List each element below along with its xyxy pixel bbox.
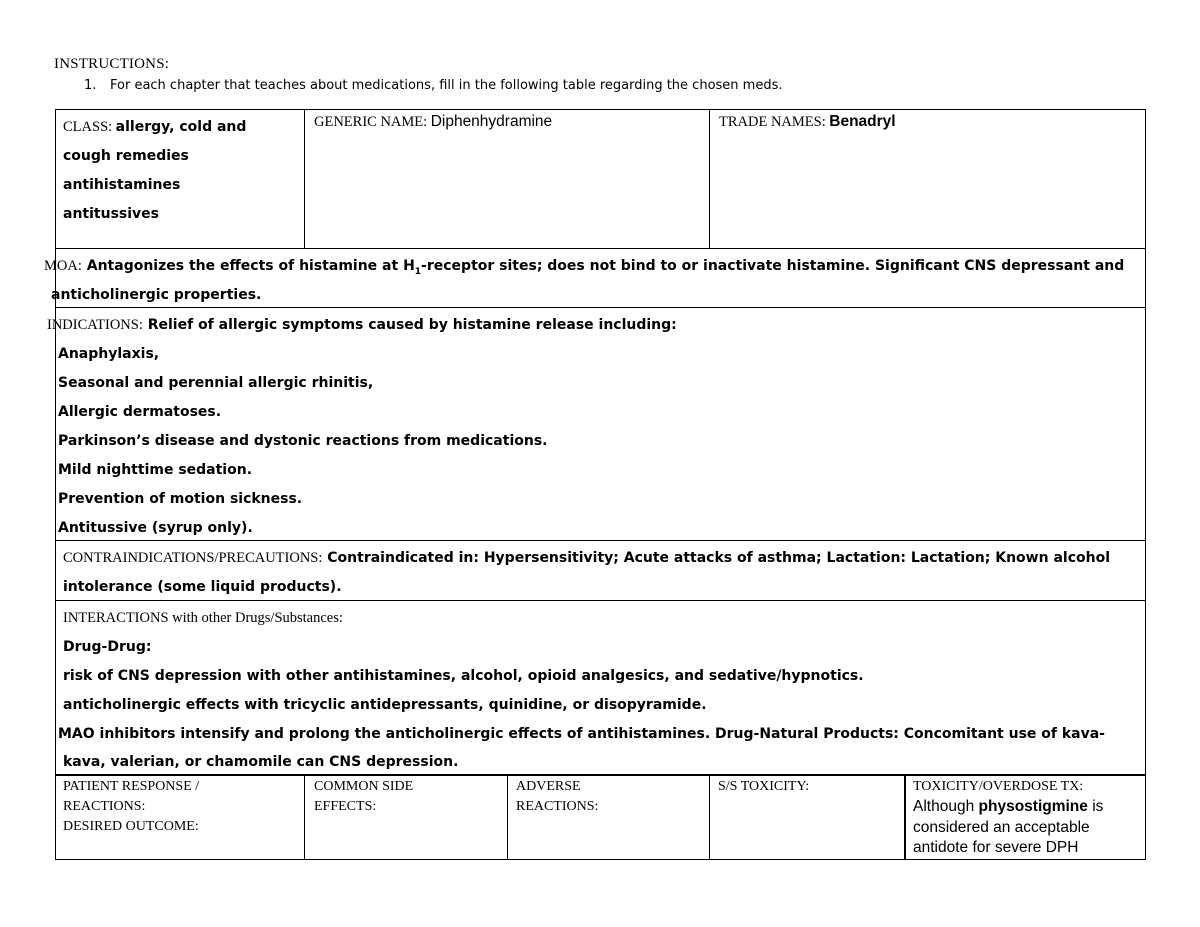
adverse-reactions-cell: [516, 777, 598, 817]
toxicity-overdose-tx-text: [913, 797, 1103, 859]
class-line-1: allergy, cold and: [115, 119, 247, 135]
patient-response-line: REACTIONS:: [63, 799, 146, 814]
ss-toxicity-cell: [718, 777, 809, 797]
contraindications-line-1: [63, 550, 1110, 567]
indication-item: Allergic dermatoses.: [58, 404, 222, 420]
lactation-text: Lactation; Known alcohol: [910, 550, 1111, 566]
generic-name-label: GENERIC NAME:: [314, 114, 428, 130]
patient-response-line: PATIENT RESPONSE /: [63, 779, 200, 794]
row-moa: [44, 248, 1146, 308]
contraindications-label: CONTRAINDICATIONS/PRECAUTIONS:: [63, 550, 323, 566]
class-line-2: cough remedies: [63, 148, 189, 164]
interaction-line-1: risk of CNS depression with other antihistamines, alcohol, opioid analgesics, and sedative/hypnotics.: [63, 668, 864, 684]
interaction-line-4: kava, valerian, or chamomile can CNS depression.: [63, 754, 459, 770]
indication-item: Mild nighttime sedation.: [58, 462, 253, 478]
trade-names-label: TRADE NAMES:: [719, 114, 826, 130]
moa-text-b: -receptor sites; does not bind to or inactivate histamine. Significant CNS depressant and: [421, 258, 1125, 274]
instructions-title: INSTRUCTIONS:: [54, 56, 170, 72]
drug-drug-label: Drug-Drug:: [63, 639, 152, 655]
tox-tx-line-1: Although physostigmine is: [913, 798, 1104, 815]
indication-item: Antitussive (syrup only).: [58, 520, 253, 536]
moa-subscript: 1: [414, 266, 422, 277]
adverse-reactions-line: REACTIONS:: [516, 799, 599, 814]
interaction-line-3: MAO inhibitors intensify and prolong the anticholinergic effects of antihistamines. Drug-Natural Products: Concomitant use of kava-: [58, 726, 1105, 742]
patient-response-line: DESIRED OUTCOME:: [63, 819, 199, 834]
trade-names-value: Benadryl: [829, 113, 896, 130]
interaction-line-2: anticholinergic effects with tricyclic antidepressants, quinidine, or disopyramide.: [63, 697, 707, 713]
ss-toxicity-label: S/S TOXICITY:: [718, 779, 810, 794]
class-line-3: antihistamines: [63, 177, 181, 193]
indication-item: Anaphylaxis,: [58, 346, 160, 362]
contraindications-line-2: intolerance (some liquid products).: [63, 579, 342, 595]
indication-item: Prevention of motion sickness.: [58, 491, 303, 507]
generic-name-value: Diphenhydramine: [430, 113, 553, 130]
trade-names-cell: [719, 113, 896, 131]
moa-label: MOA:: [44, 258, 82, 274]
instructions-item-number: 1.: [84, 78, 97, 93]
moa-text-a: Antagonizes the effects of histamine at H: [86, 258, 415, 274]
contraindicated-in-label: Contraindicated in:: [327, 550, 479, 566]
row-contraindications: [55, 540, 1146, 601]
instructions-item: [84, 78, 782, 93]
row-indications: [47, 307, 1146, 541]
row-interactions: [55, 600, 1146, 775]
indication-item: Parkinson’s disease and dystonic reactions from medications.: [58, 433, 548, 449]
common-side-effects-line: COMMON SIDE: [314, 779, 414, 794]
common-side-effects-line: EFFECTS:: [314, 799, 377, 814]
patient-response-cell: [63, 777, 199, 837]
adverse-reactions-line: ADVERSE: [516, 779, 581, 794]
contraindicated-in-text: Hypersensitivity; Acute attacks of asthma;: [483, 550, 822, 566]
indication-item: Seasonal and perennial allergic rhinitis,: [58, 375, 374, 391]
lactation-label: Lactation:: [826, 550, 907, 566]
instructions-item-text: For each chapter that teaches about medications, fill in the following table regarding the chosen meds.: [110, 78, 783, 93]
common-side-effects-cell: [314, 777, 413, 817]
tox-tx-line-3: antidote for severe DPH: [913, 839, 1079, 856]
class-label: CLASS:: [63, 119, 113, 135]
indications-intro-line: [47, 317, 677, 334]
toxicity-overdose-tx-label: TOXICITY/OVERDOSE TX:: [913, 779, 1084, 794]
class-line-4: antitussives: [63, 206, 159, 222]
moa-line-2: anticholinergic properties.: [51, 287, 262, 303]
generic-name-cell: [314, 113, 552, 131]
interactions-label: INTERACTIONS with other Drugs/Substances:: [63, 610, 343, 626]
moa-line-1: [44, 258, 1124, 277]
indications-label: INDICATIONS:: [47, 317, 143, 333]
tox-tx-line-2: considered an acceptable: [913, 818, 1090, 836]
indications-intro: Relief of allergic symptoms caused by histamine release including:: [147, 317, 677, 333]
